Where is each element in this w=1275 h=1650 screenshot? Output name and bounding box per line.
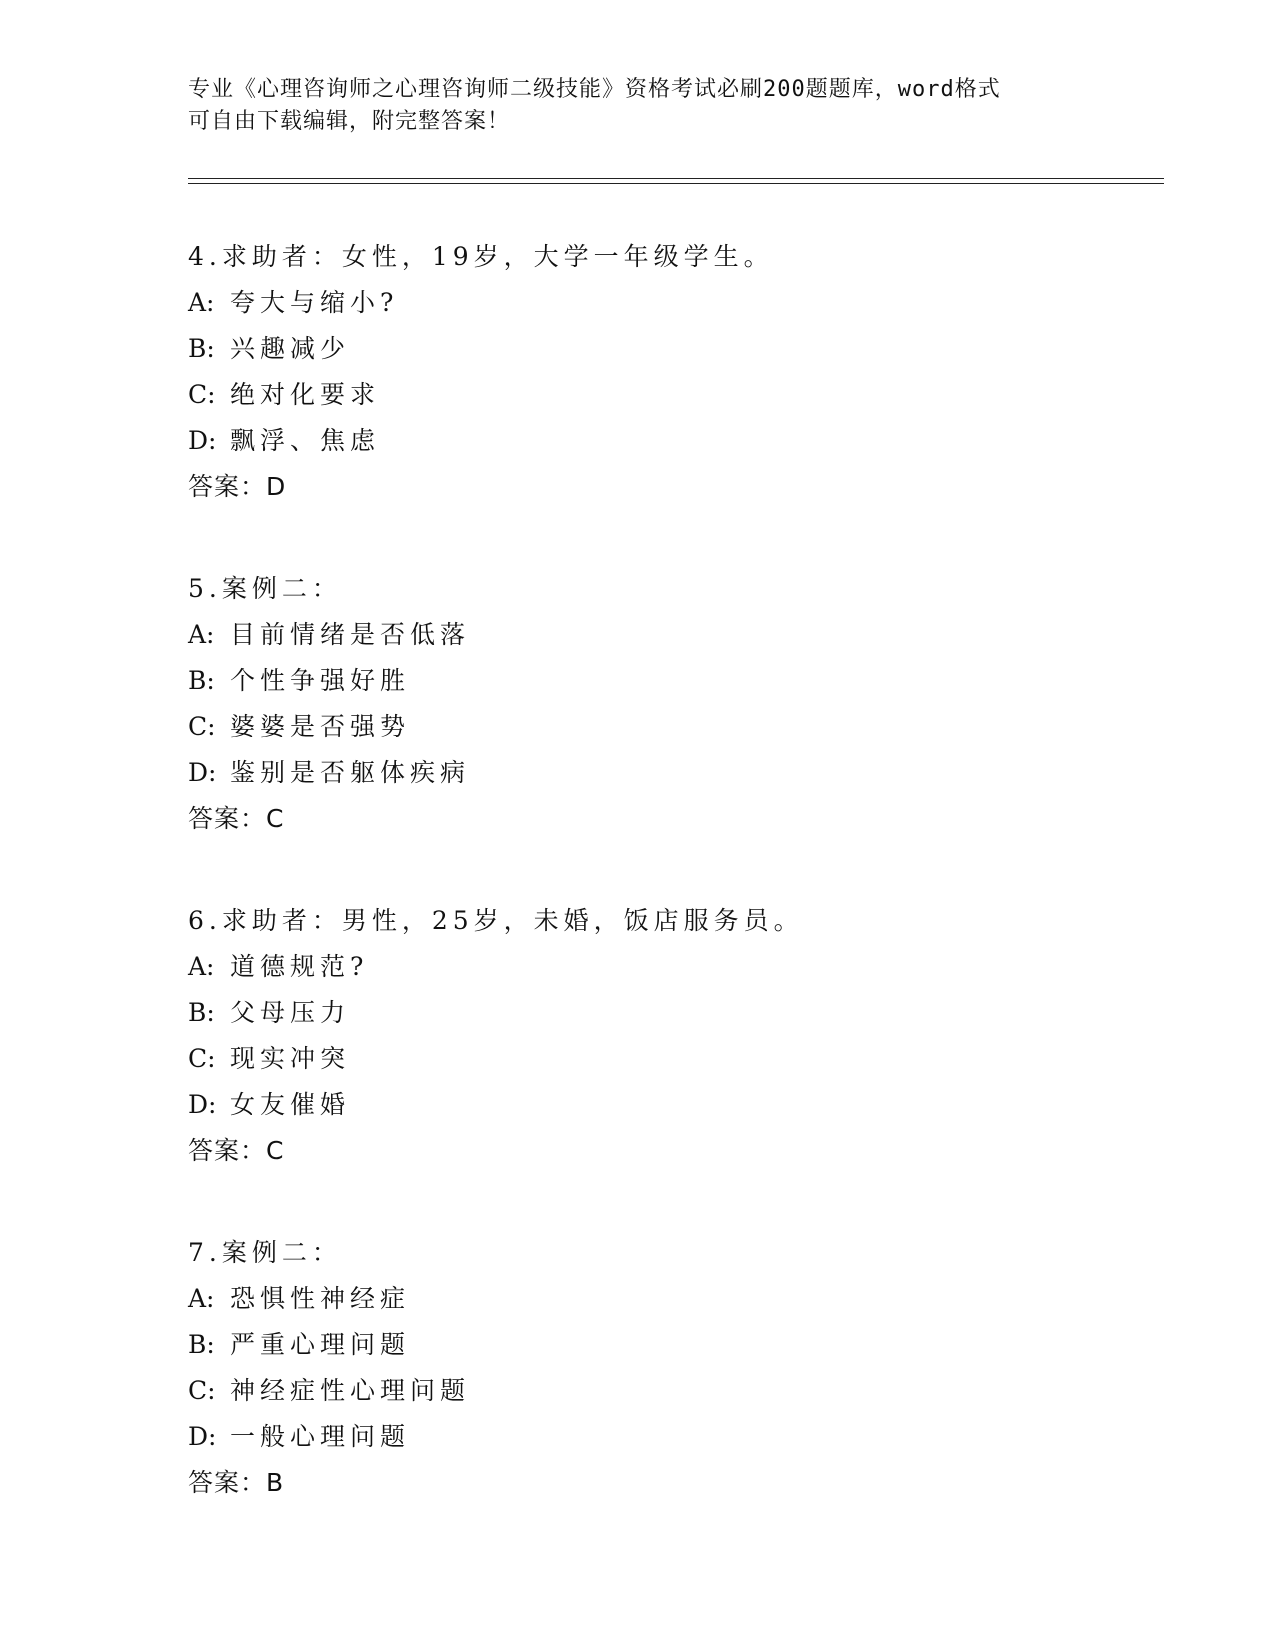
option-letter: B:: [188, 998, 215, 1027]
option-text: 父母压力: [230, 998, 351, 1027]
answer-line: 答案：C: [188, 1136, 285, 1165]
option-c: [188, 1036, 1148, 1082]
option-letter: C:: [188, 380, 216, 409]
question-stem: 6.求助者：男性，25岁，未婚，饭店服务员。: [188, 906, 804, 935]
option-d: [188, 1414, 1148, 1460]
option-letter: B:: [188, 334, 215, 363]
option-letter: C:: [188, 1376, 216, 1405]
option-letter: A:: [188, 288, 215, 317]
option-c: [188, 372, 1148, 418]
option-text: 严重心理问题: [230, 1330, 411, 1359]
question-4: [188, 234, 1148, 510]
option-text: 婆婆是否强势: [230, 712, 411, 741]
option-d: [188, 418, 1148, 464]
option-a: [188, 944, 1148, 990]
document-header: [188, 74, 1068, 138]
option-text: 绝对化要求: [230, 380, 381, 409]
option-b: [188, 658, 1148, 704]
question-stem: 5.案例二：: [188, 574, 342, 603]
header-line-2: 可自由下载编辑，附完整答案！: [188, 109, 511, 134]
option-letter: A:: [188, 620, 215, 649]
option-d: [188, 750, 1148, 796]
answer-line: 答案：C: [188, 804, 285, 833]
option-text: 兴趣减少: [230, 334, 351, 363]
header-divider-bottom: [188, 183, 1164, 184]
question-list: [188, 234, 1148, 1562]
option-b: [188, 326, 1148, 372]
option-letter: C:: [188, 712, 216, 741]
option-text: 鉴别是否躯体疾病: [230, 758, 471, 787]
question-5: [188, 566, 1148, 842]
option-a: [188, 612, 1148, 658]
option-letter: C:: [188, 1044, 216, 1073]
header-line-1: 专业《心理咨询师之心理咨询师二级技能》资格考试必刷200题题库，word格式: [188, 77, 1001, 102]
option-letter: B:: [188, 1330, 215, 1359]
option-b: [188, 990, 1148, 1036]
question-7: [188, 1230, 1148, 1506]
answer-line: 答案：B: [188, 1468, 285, 1497]
option-text: 个性争强好胜: [230, 666, 411, 695]
option-letter: B:: [188, 666, 215, 695]
header-divider-top: [188, 178, 1164, 179]
option-text: 目前情绪是否低落: [230, 620, 471, 649]
option-text: 道德规范?: [230, 952, 369, 981]
option-text: 飘浮、焦虑: [230, 426, 381, 455]
option-text: 一般心理问题: [230, 1422, 411, 1451]
option-letter: D:: [188, 426, 217, 455]
option-text: 神经症性心理问题: [230, 1376, 471, 1405]
option-text: 现实冲突: [230, 1044, 351, 1073]
option-b: [188, 1322, 1148, 1368]
question-6: [188, 898, 1148, 1174]
option-letter: D:: [188, 1422, 217, 1451]
option-letter: D:: [188, 758, 217, 787]
option-c: [188, 704, 1148, 750]
option-a: [188, 280, 1148, 326]
option-text: 夸大与缩小?: [230, 288, 399, 317]
option-d: [188, 1082, 1148, 1128]
option-text: 恐惧性神经症: [230, 1284, 411, 1313]
option-letter: D:: [188, 1090, 217, 1119]
option-a: [188, 1276, 1148, 1322]
option-letter: A:: [188, 1284, 215, 1313]
answer-line: 答案：D: [188, 472, 287, 501]
question-stem: 4.求助者：女性，19岁，大学一年级学生。: [188, 242, 774, 271]
option-letter: A:: [188, 952, 215, 981]
option-text: 女友催婚: [230, 1090, 351, 1119]
option-c: [188, 1368, 1148, 1414]
question-stem: 7.案例二：: [188, 1238, 342, 1267]
